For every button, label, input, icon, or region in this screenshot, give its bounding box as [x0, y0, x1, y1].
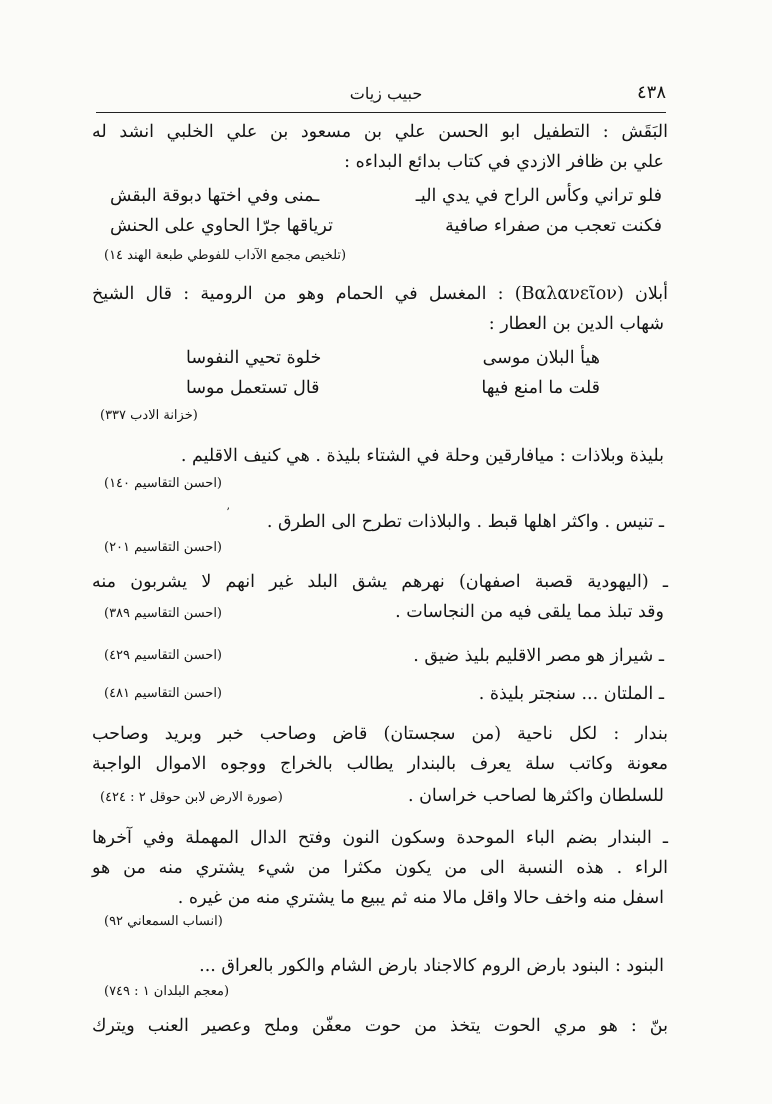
source-citation: (خزانة الادب ٣٣٧)	[100, 408, 198, 423]
stray-mark: ʼ	[226, 506, 230, 519]
source-citation: (انساب السمعاني ٩٢)	[104, 914, 223, 929]
entry-line: بندار : لكل ناحية (من سجستان) قاض وصاحب خبر وبريد وصاحب	[92, 724, 668, 744]
entry-line: معونة وكاتب سلة يعرف بالبندار يطالب بالخراج ووجوه الاموال الواجبة	[92, 754, 668, 774]
source-citation: (احسن التقاسيم ٤٢٩)	[104, 648, 223, 663]
entry-line: ـ تنيس . واكثر اهلها قبط . والبلاذات تطرح الى الطرق .	[266, 512, 664, 532]
running-title: حبيب زيات	[349, 84, 423, 103]
entry-line: أبلان (Βαλανεῖον) : المغسل في الحمام وهو من الرومية : قال الشيخ	[92, 284, 669, 304]
verse-hemistich-right: فكنت تعجب من صفراء صافية	[445, 216, 662, 236]
entry-line: بليذة وبلاذات : ميافارقين وحلة في الشتاء بليذة . هي كنيف الاقليم .	[180, 446, 664, 466]
entry-line: علي بن ظافر الازدي في كتاب بدائع البداءه :	[344, 152, 664, 172]
entry-line: وقد تبلذ مما يلقى فيه من النجاسات .	[395, 602, 664, 622]
verse-hemistich-right: هيأ البلان موسى	[482, 348, 600, 368]
entry-line: البنود : البنود بارض الروم كالاجناد بارض الشام والكور بالعراق ...	[199, 956, 664, 976]
source-citation: (معجم البلدان ١ : ٧٤٩)	[104, 984, 230, 999]
header-rule	[96, 112, 666, 113]
source-citation: (صورة الارض لابن حوقل ٢ : ٤٢٤)	[100, 790, 283, 805]
source-citation: (تلخيص مجمع الآداب للفوطي طبعة الهند ١٤)	[104, 248, 347, 263]
verse-hemistich-left: ترياقها جرّا الحاوي على الحنش	[110, 216, 333, 236]
entry-line: ـ البندار بضم الباء الموحدة وسكون النون وفتح الدال المهملة وفي آخرها	[92, 828, 668, 848]
entry-line: ـ (اليهودية قصبة اصفهان) نهرهم يشق البلد غير انهم لا يشربون منه	[92, 572, 668, 592]
entry-line: اسفل منه واخف حالا واقل مالا منه ثم يبيع ما يشتري منه من غيره .	[177, 888, 664, 908]
source-citation: (احسن التقاسيم ٣٨٩)	[104, 606, 223, 621]
source-citation: (احسن التقاسيم ٢٠١)	[104, 540, 223, 555]
entry-line: للسلطان واكثرها لصاحب خراسان .	[407, 786, 664, 806]
verse-hemistich-right: قلت ما امنع فيها	[481, 378, 600, 398]
entry-line: البَقَش : التطفيل ابو الحسن علي بن مسعود بن علي الخلبي انشد له	[92, 122, 668, 142]
verse-hemistich-right: فلو تراني وكأس الراح في يدي اليـ	[415, 186, 662, 206]
entry-line: ـ شيراز هو مصر الاقليم بليذ ضيق .	[413, 646, 664, 666]
page-number: ٤٣٨	[636, 82, 666, 103]
source-citation: (احسن التقاسيم ٤٨١)	[104, 686, 223, 701]
verse-hemistich-left: ـمنى وفي اختها دبوقة البقش	[110, 186, 320, 206]
source-citation: (احسن التقاسيم ١٤٠)	[104, 476, 223, 491]
verse-hemistich-left: خلوة تحيي النفوسا	[186, 348, 322, 368]
entry-line: شهاب الدين بن العطار :	[488, 314, 664, 334]
entry-line: ـ الملتان ... سنجتر بليذة .	[478, 684, 664, 704]
entry-line: الراء . هذه النسبة الى من يكون مكثرا من شيء يشتري منه من هو	[92, 858, 668, 878]
verse-hemistich-left: قال تستعمل موسا	[186, 378, 320, 398]
entry-line: بنّ : هو مري الحوت يتخذ من حوت معفّن وملح وعصير العنب ويترك	[92, 1016, 668, 1036]
